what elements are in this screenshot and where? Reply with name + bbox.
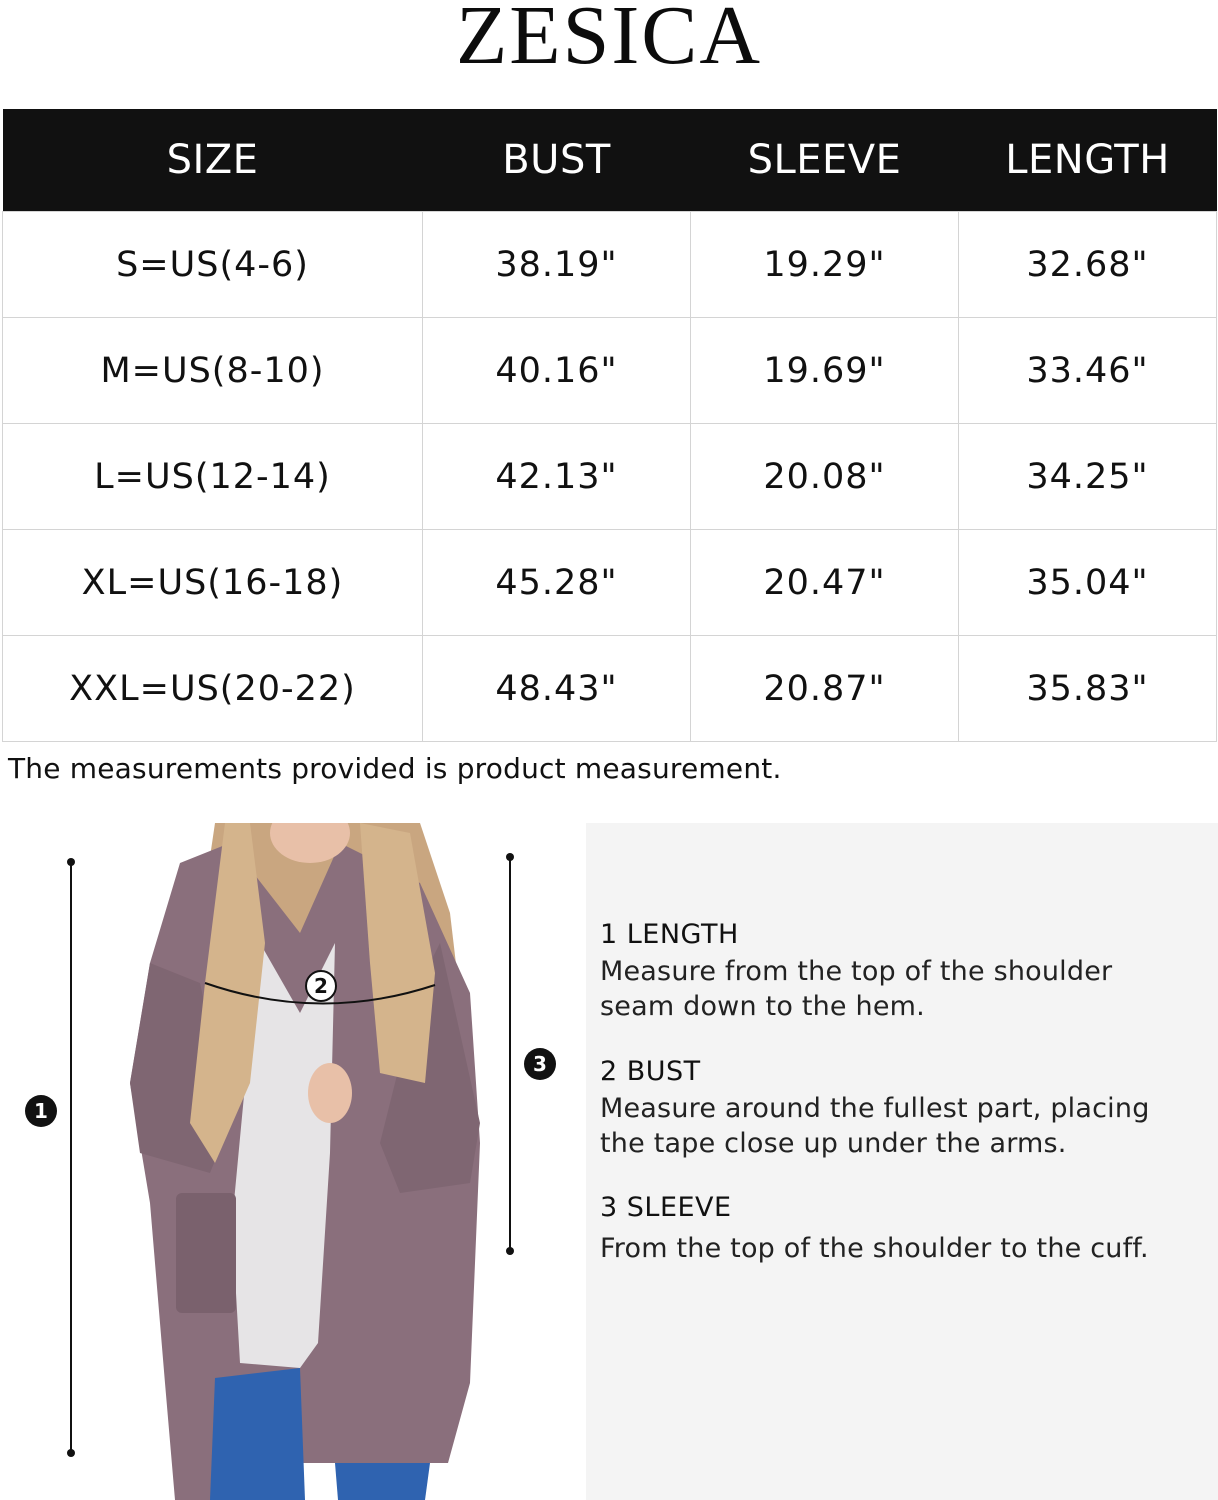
bust-cell: 45.28": [423, 530, 691, 636]
guide-bust-line: the tape close up under the arms.: [600, 1128, 1067, 1159]
guide-length-body: [600, 954, 1200, 1024]
table-row: [3, 212, 1217, 318]
size-cell: L=US(12-14): [3, 424, 423, 530]
length-line-bottom-dot: [67, 1449, 75, 1457]
length-cell: 33.46": [959, 318, 1217, 424]
guide-bust-title: 2 BUST: [600, 1056, 701, 1087]
sleeve-cell: 20.47": [691, 530, 959, 636]
sleeve-cell: 20.87": [691, 636, 959, 742]
sleeve-line-top-dot: [506, 853, 514, 861]
sleeve-marker-label: 3: [533, 1052, 547, 1076]
bust-cell: 38.19": [423, 212, 691, 318]
bust-cell: 42.13": [423, 424, 691, 530]
bust-cell: 48.43": [423, 636, 691, 742]
jeans-shape-right: [335, 1463, 430, 1500]
guide-length-line: seam down to the hem.: [600, 991, 925, 1022]
guide-bust-line: Measure around the fullest part, placing: [600, 1093, 1150, 1124]
guide-sleeve-title: 3 SLEEVE: [600, 1192, 732, 1223]
table-row: [3, 318, 1217, 424]
length-line-top-dot: [67, 858, 75, 866]
header-bust: BUST: [423, 109, 691, 212]
size-cell: S=US(4-6): [3, 212, 423, 318]
guide-sleeve-line: From the top of the shoulder to the cuff.: [600, 1233, 1149, 1264]
hand-shape: [308, 1063, 352, 1123]
length-marker-label: 1: [34, 1099, 48, 1123]
header-sleeve: SLEEVE: [691, 109, 959, 212]
size-cell: XL=US(16-18): [3, 530, 423, 636]
guide-bust-body: [600, 1091, 1200, 1161]
size-cell: M=US(8-10): [3, 318, 423, 424]
length-cell: 34.25": [959, 424, 1217, 530]
bust-marker-label: 2: [314, 974, 328, 998]
brand-logo: ZESICA: [456, 0, 762, 82]
guide-length-line: Measure from the top of the shoulder: [600, 956, 1113, 987]
header-length: LENGTH: [959, 109, 1217, 212]
sleeve-line-bottom-dot: [506, 1247, 514, 1255]
bust-cell: 40.16": [423, 318, 691, 424]
table-row: [3, 530, 1217, 636]
model-photo: [0, 823, 586, 1500]
length-cell: 32.68": [959, 212, 1217, 318]
header-size: SIZE: [3, 109, 423, 212]
length-cell: 35.83": [959, 636, 1217, 742]
table-header-row: [3, 109, 1217, 212]
jeans-shape: [210, 1368, 305, 1500]
size-cell: XXL=US(20-22): [3, 636, 423, 742]
sleeve-cell: 19.69": [691, 318, 959, 424]
measurement-note: The measurements provided is product measurement.: [8, 752, 782, 785]
size-chart-table: [2, 109, 1217, 742]
table-row: [3, 424, 1217, 530]
length-cell: 35.04": [959, 530, 1217, 636]
sleeve-cell: 19.29": [691, 212, 959, 318]
sleeve-cell: 20.08": [691, 424, 959, 530]
table-row: [3, 636, 1217, 742]
measurement-guide-panel: [586, 823, 1218, 1500]
guide-sleeve-body: [600, 1231, 1200, 1266]
guide-length-title: 1 LENGTH: [600, 919, 739, 950]
pocket-shape: [176, 1193, 236, 1313]
model-illustration: [0, 823, 586, 1500]
